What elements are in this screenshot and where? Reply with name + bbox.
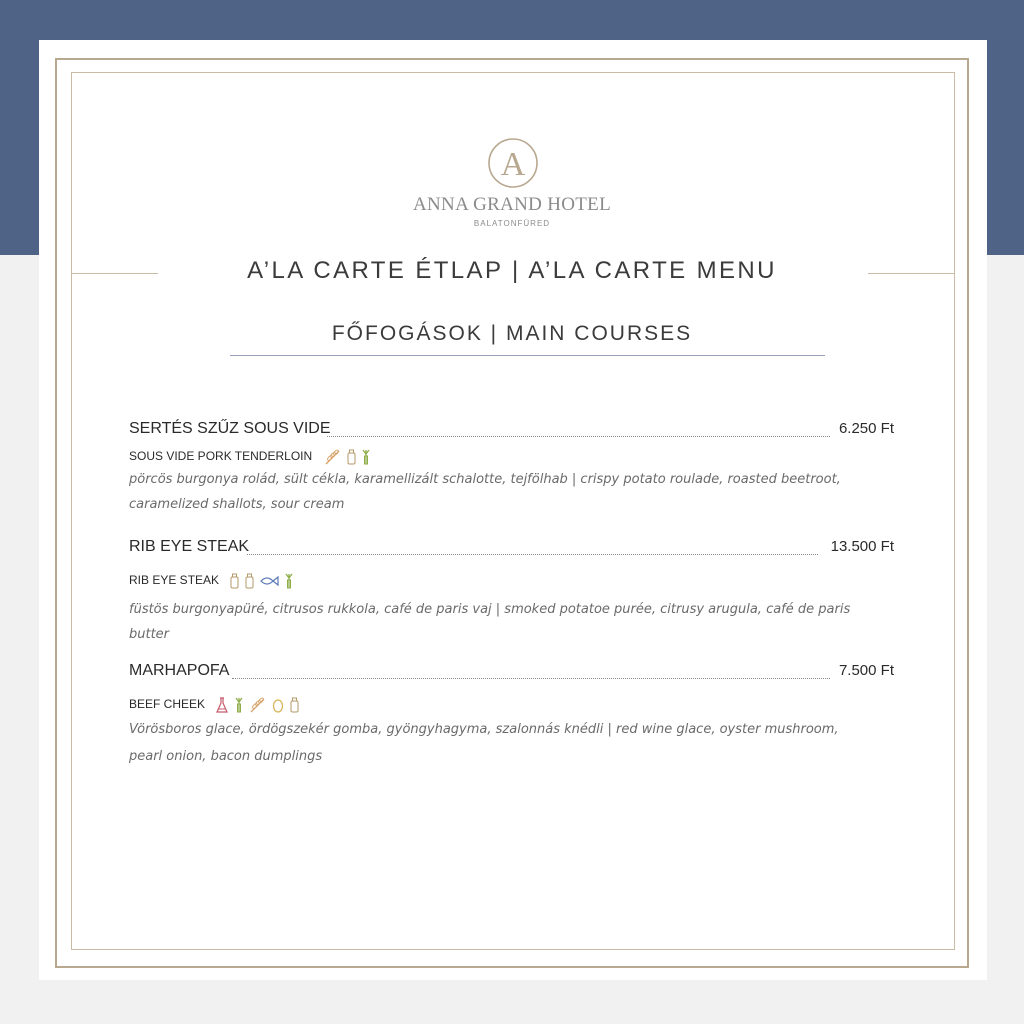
dish-description-line: Vörösboros glace, ördögszekér gomba, gyöngyhagyma, szalonnás knédli | red wine glace, oyster mushroom, [129,722,839,737]
egg-icon [272,697,284,713]
hotel-name: ANNA GRAND HOTEL [413,194,611,215]
wheat-icon [324,449,342,465]
flask-icon [216,697,228,713]
allergen-icons [324,446,374,466]
menu-title: A’LA CARTE ÉTLAP | A’LA CARTE MENU [247,257,777,284]
section-underline [230,355,825,356]
dish-description-line: pörcös burgonya rolád, sült cékla, karamellizált schalotte, tejfölhab | crispy potato roulade, roasted beetroot, [129,472,841,487]
dish-item [129,420,894,517]
dish-english-name: SOUS VIDE PORK TENDERLOIN [129,448,313,463]
milk-bottle-icon [245,573,254,589]
dish-price: 7.500 Ft [838,662,894,679]
fish-icon [259,575,279,587]
celery-icon [361,449,371,465]
dish-description-line: caramelized shallots, sour cream [129,497,345,512]
celery-icon [234,697,244,713]
dish-description-line: pearl onion, bacon dumplings [129,749,323,764]
dish-description-line: füstös burgonyapüré, citrusos rukkola, café de paris vaj | smoked potatoe purée, citrusy arugula, café de paris butter [129,602,851,642]
milk-bottle-icon [347,449,356,465]
milk-bottle-icon [230,573,239,589]
dish-item [129,662,894,769]
dish-name: MARHAPOFA [129,662,230,679]
allergen-icons [216,694,300,714]
wheat-icon [249,697,267,713]
section-title: FŐFOGÁSOK | MAIN COURSES [331,322,693,345]
leader-dots [247,554,818,555]
dish-price: 6.250 Ft [838,420,894,437]
celery-icon [284,573,294,589]
hotel-location: BALATONFÜRED [473,219,551,228]
dish-name: SERTÉS SZŰZ SOUS VIDE [129,420,331,437]
milk-bottle-icon [290,697,299,713]
dish-item [129,538,894,647]
dish-name: RIB EYE STEAK [129,538,250,555]
dish-english-name: BEEF CHEEK [129,696,206,711]
leader-dots [232,678,830,679]
leader-dots [327,436,830,437]
dish-english-name: RIB EYE STEAK [129,572,220,587]
dish-price: 13.500 Ft [830,538,894,555]
logo-letter: A [500,146,526,183]
hotel-logo-icon [487,137,539,189]
allergen-icons [230,570,296,590]
